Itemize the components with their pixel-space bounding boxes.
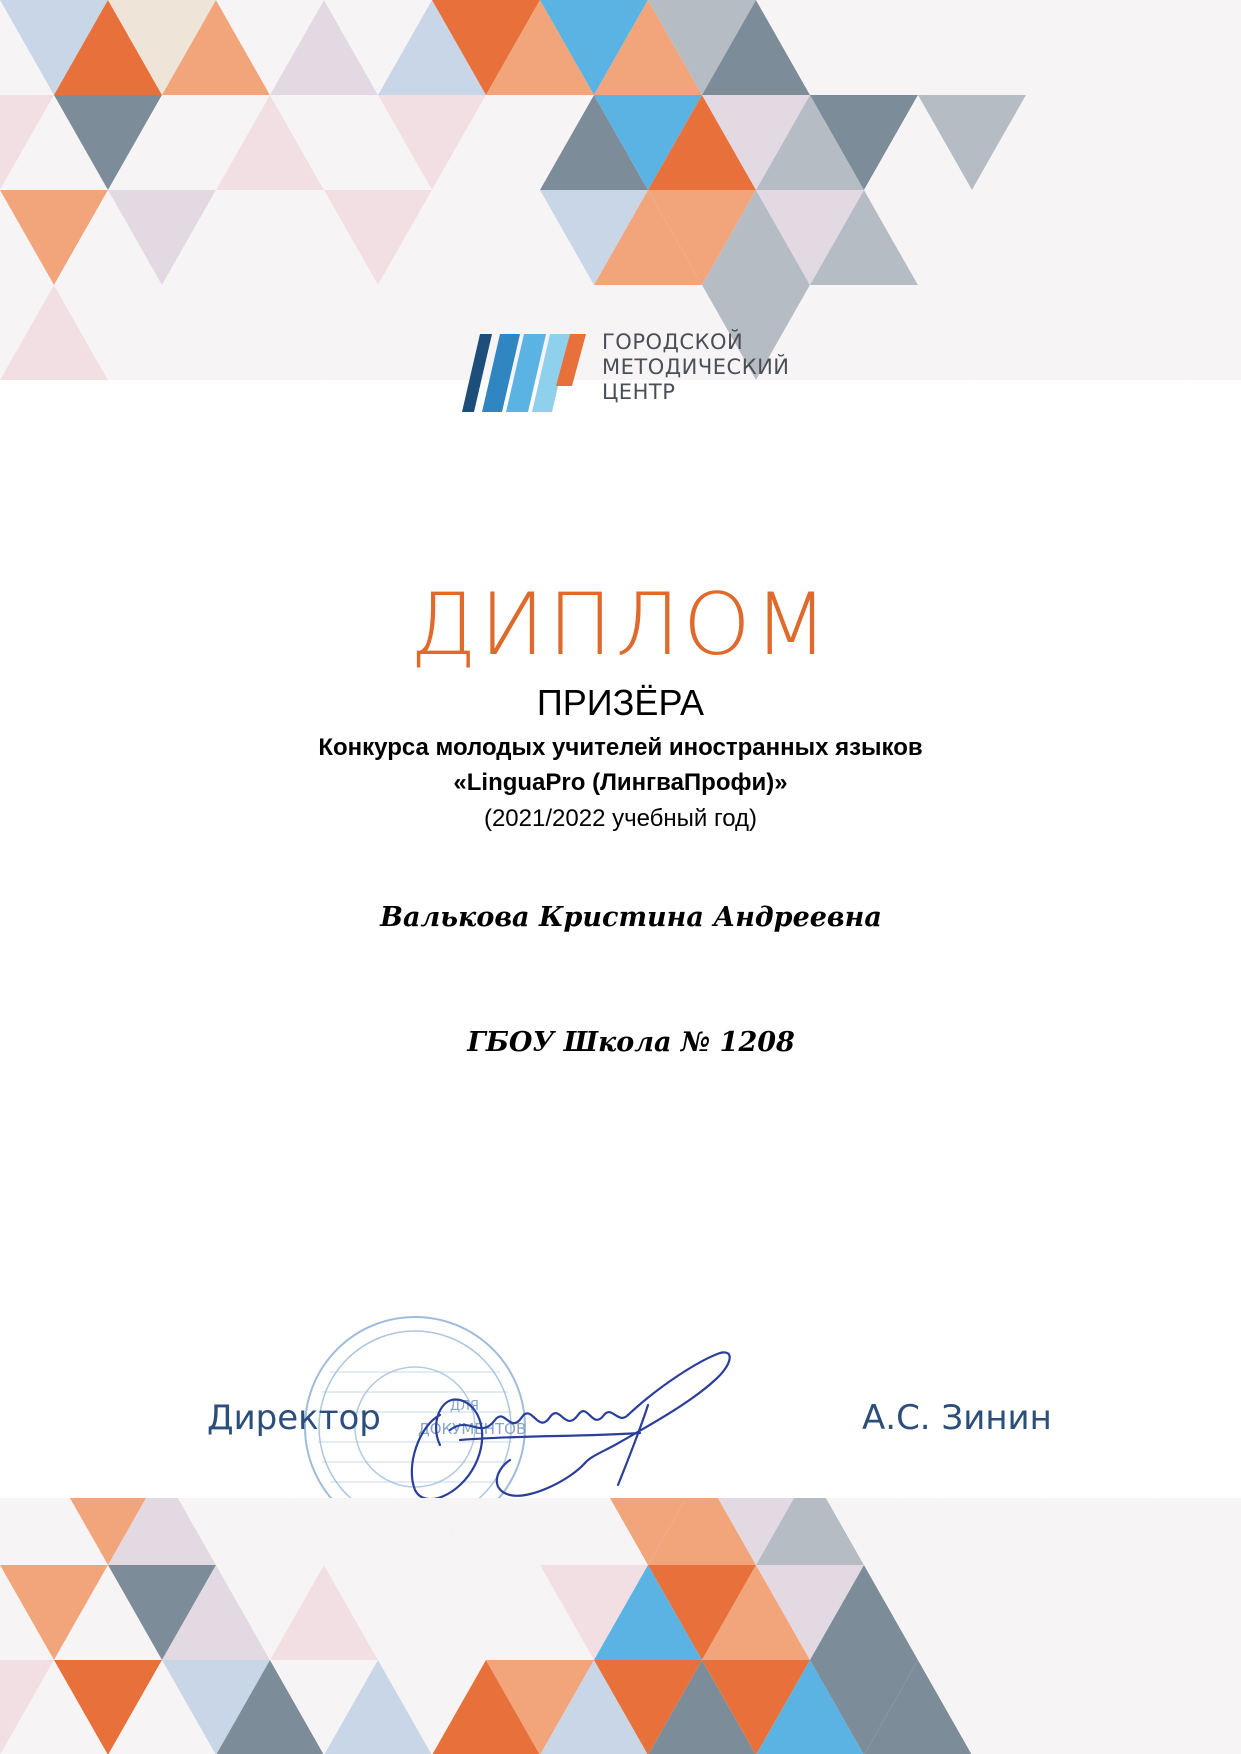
logo-line-2: МЕТОДИЧЕСКИЙ [602,355,790,379]
certificate-subtitle: ПРИЗЁРА [536,682,705,723]
bottom-triangle-pattern [0,1498,1241,1754]
logo-line-3: ЦЕНТР [602,380,676,404]
logo-text [602,330,790,405]
signatory-role: Директор [207,1398,381,1438]
school-name: ГБОУ Школа № 1208 [467,1027,795,1058]
academic-year: (2021/2022 учебный год) [483,805,758,832]
signature-icon [400,1345,780,1515]
recipient-name: Валькова Кристина Андреевна [380,902,882,933]
logo [462,330,790,414]
logo-mark-icon [462,330,592,414]
certificate-title: ДИПЛОМ [410,575,831,675]
contest-name: «LinguaPro (ЛингваПрофи)» [453,769,788,796]
svg-text:ДОКУМЕНТОВ: ДОКУМЕНТОВ [418,1420,527,1438]
svg-text:ДЛЯ: ДЛЯ [450,1399,479,1414]
logo-line-1: ГОРОДСКОЙ [602,330,744,354]
signatory-name: А.С. Зинин [862,1398,1052,1438]
contest-description: Конкурса молодых учителей иностранных языков [318,734,923,761]
